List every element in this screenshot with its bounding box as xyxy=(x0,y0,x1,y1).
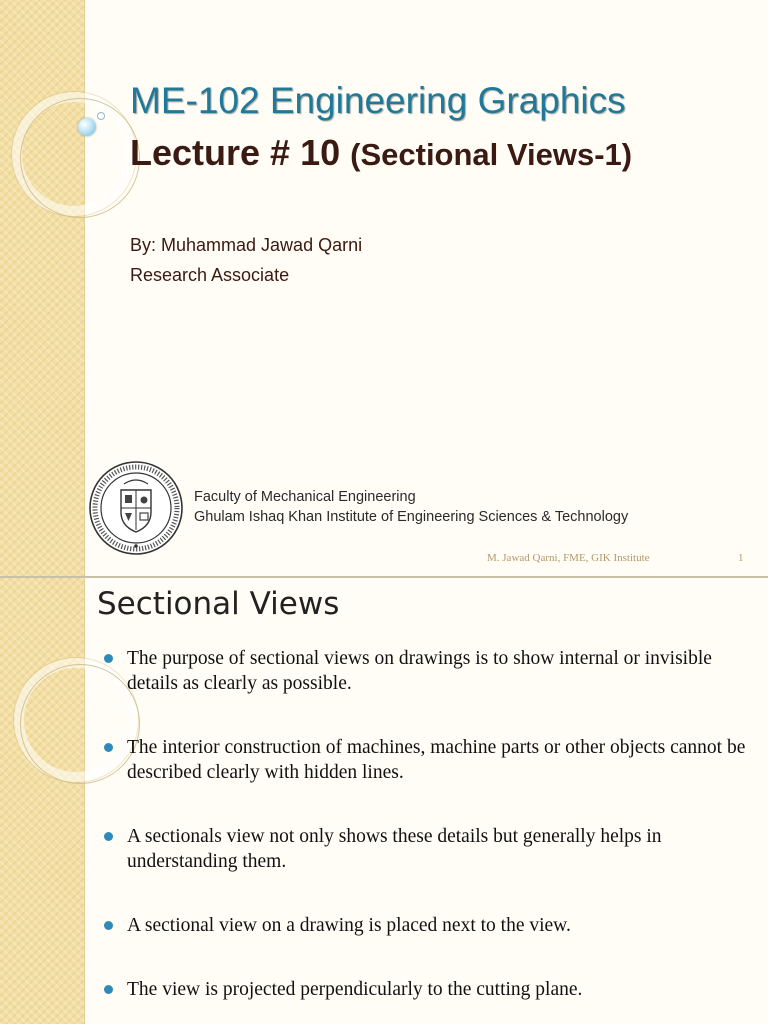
page-number: 1 xyxy=(738,552,744,564)
bullet-text: The interior construction of machines, machine parts or other objects cannot be described clearly with hidden lines. xyxy=(127,737,746,783)
bullet-text: A sectional view on a drawing is placed next to the view. xyxy=(127,915,571,936)
bullet-text: A sectionals view not only shows these details but generally helps in understanding them. xyxy=(127,826,662,872)
footer-text: M. Jawad Qarni, FME, GIK Institute xyxy=(487,552,650,564)
author-block xyxy=(130,230,362,290)
decorative-ring-icon xyxy=(20,98,140,218)
faculty-name: Faculty of Mechanical Engineering xyxy=(194,489,416,505)
lecture-subtitle xyxy=(130,132,632,174)
author-role: Research Associate xyxy=(130,265,290,285)
bullet-icon xyxy=(104,654,113,663)
decorative-bubble-icon xyxy=(78,118,96,136)
bullet-icon xyxy=(104,985,113,994)
decorative-dot-icon xyxy=(97,112,105,120)
bullet-icon xyxy=(104,921,113,930)
list-item xyxy=(104,646,754,696)
slide-title: ME-102 Engineering Graphics xyxy=(130,80,626,121)
lecture-number: Lecture # 10 xyxy=(130,132,341,173)
slide-2 xyxy=(0,578,768,1024)
institute-seal-icon xyxy=(88,460,184,556)
institution-block xyxy=(194,487,628,527)
list-item xyxy=(104,913,754,938)
bullet-list xyxy=(104,646,754,1024)
bullet-icon xyxy=(104,832,113,841)
list-item xyxy=(104,977,754,1002)
institute-name: Ghulam Ishaq Khan Institute of Engineering Sciences & Technology xyxy=(194,509,629,525)
bullet-text: The purpose of sectional views on drawings is to show internal or invisible details as clearly as possible. xyxy=(127,648,712,694)
bullet-text: The view is projected perpendicularly to the cutting plane. xyxy=(127,979,583,1000)
list-item xyxy=(104,824,754,874)
lecture-topic: (Sectional Views-1) xyxy=(350,137,633,172)
author-name: By: Muhammad Jawad Qarni xyxy=(130,235,363,255)
decorative-side-stripe xyxy=(0,0,85,576)
list-item xyxy=(104,735,754,785)
slide-title: Sectional Views xyxy=(97,586,340,622)
decorative-side-stripe xyxy=(0,578,85,1024)
bullet-icon xyxy=(104,743,113,752)
